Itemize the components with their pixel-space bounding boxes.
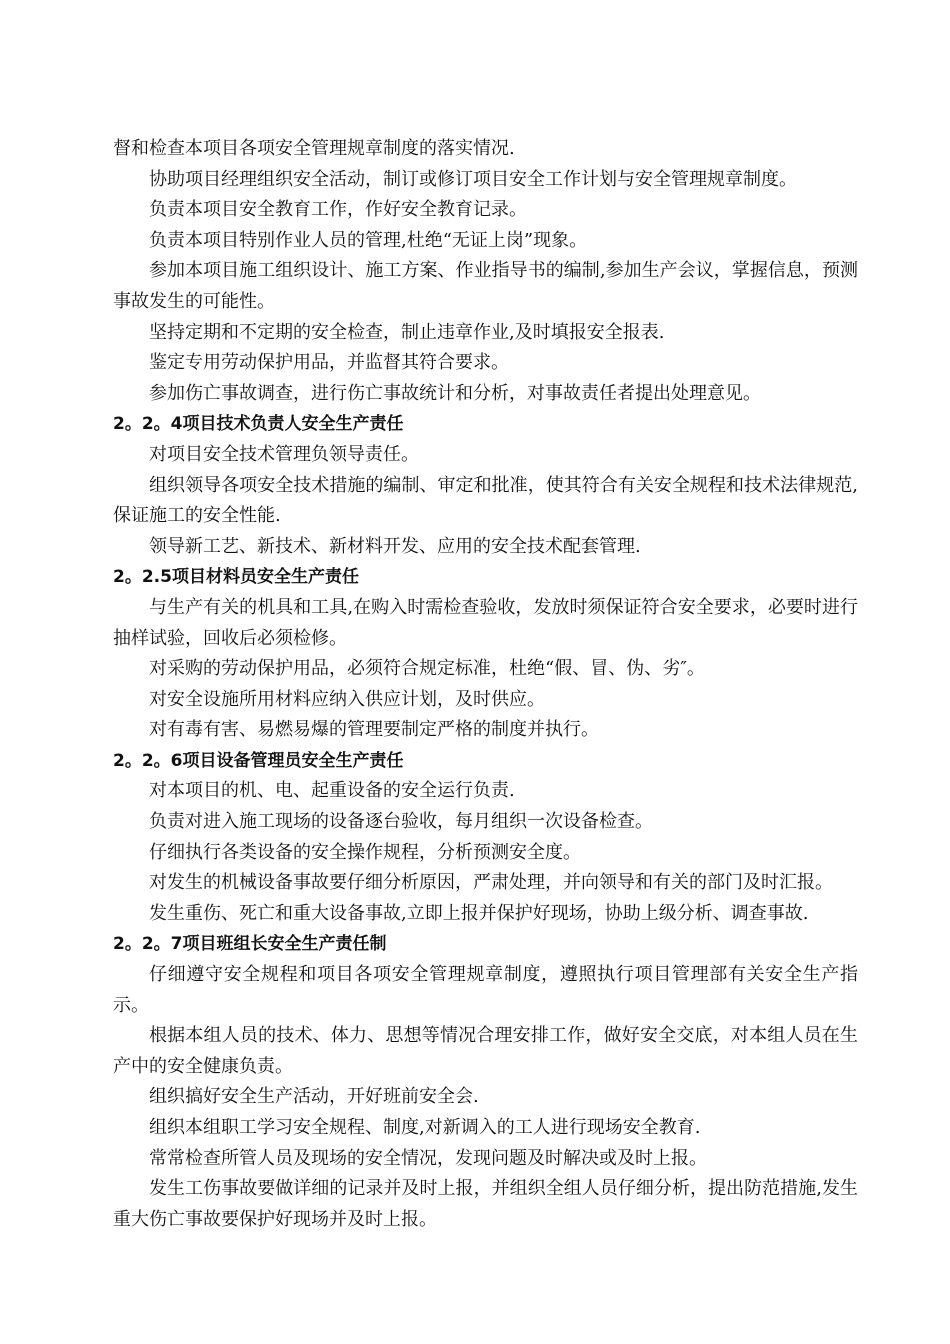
paragraph: 协助项目经理组织安全活动，制订或修订项目安全工作计划与安全管理规章制度。 [149,168,797,190]
document-body [113,134,858,1235]
paragraph: 发生重伤、死亡和重大设备事故,立即上报并保护好现场，协助上级分析、调查事故. [149,902,809,924]
paragraph-continuation: 督和检查本项目各项安全管理规章制度的落实情况. [113,138,515,159]
paragraph: 负责对进入施工现场的设备逐台验收，每月组织一次设备检查。 [149,811,653,833]
paragraph: 参加本项目施工组织设计、施工方案、作业指导书的编制,参加生产会议，掌握信息，预测事故发生的可能性。 [113,260,858,312]
paragraph: 领导新工艺、新技术、新材料开发、应用的安全技术配套管理. [149,535,641,557]
paragraph: 仔细执行各类设备的安全操作规程，分析预测安全度。 [149,841,581,863]
paragraph: 参加伤亡事故调查，进行伤亡事故统计和分析，对事故责任者提出处理意见。 [149,382,761,404]
paragraph: 对采购的劳动保护用品，必须符合规定标准，杜绝“假、冒、伪、劣″。 [149,658,705,680]
paragraph: 发生工伤事故要做详细的记录并及时上报，并组织全组人员仔细分析，提出防范措施,发生重大伤亡事故要保护好现场并及时上报。 [113,1178,858,1230]
paragraph: 对项目安全技术管理负领导责任。 [149,443,419,465]
section-heading-2-2-4: 2。2。4项目技术负责人安全生产责任 [113,414,404,435]
paragraph: 负责本项目特别作业人员的管理,杜绝“无证上岗”现象。 [149,229,588,251]
paragraph: 仔细遵守安全规程和项目各项安全管理规章制度，遵照执行项目管理部有关安全生产指示。 [113,964,858,1016]
paragraph: 对发生的机械设备事故要仔细分析原因，严肃处理，并向领导和有关的部门及时汇报。 [149,872,833,894]
paragraph: 对有毒有害、易燃易爆的管理要制定严格的制度并执行。 [149,719,599,741]
paragraph: 鉴定专用劳动保护用品，并监督其符合要求。 [149,352,509,374]
paragraph: 根据本组人员的技术、体力、思想等情况合理安排工作，做好安全交底，对本组人员在生产中的安全健康负责。 [113,1025,858,1077]
paragraph: 对本项目的机、电、起重设备的安全运行负责. [149,780,515,802]
section-heading-2-2-5: 2。2.5项目材料员安全生产责任 [113,567,359,588]
paragraph: 与生产有关的机具和工具,在购入时需检查验收，发放时须保证符合安全要求，必要时进行抽样试验，回收后必须检修。 [113,596,858,649]
paragraph: 组织搞好安全生产活动，开好班前安全会. [149,1086,479,1108]
paragraph: 坚持定期和不定期的安全检查，制止违章作业,及时填报安全报表. [149,321,665,343]
paragraph: 常常检查所管人员及现场的安全情况，发现问题及时解决或及时上报。 [149,1147,707,1169]
paragraph: 组织领导各项安全技术措施的编制、审定和批准，使其符合有关安全规程和技术法律规范,保证施工的安全性能. [113,474,858,527]
paragraph: 对安全设施所用材料应纳入供应计划，及时供应。 [149,688,545,710]
paragraph: 组织本组职工学习安全规程、制度,对新调入的工人进行现场安全教育. [149,1117,701,1138]
section-heading-2-2-6: 2。2。6项目设备管理员安全生产责任 [113,750,404,771]
section-heading-2-2-7: 2。2。7项目班组长安全生产责任制 [113,934,387,955]
paragraph: 负责本项目安全教育工作，作好安全教育记录。 [149,199,527,221]
